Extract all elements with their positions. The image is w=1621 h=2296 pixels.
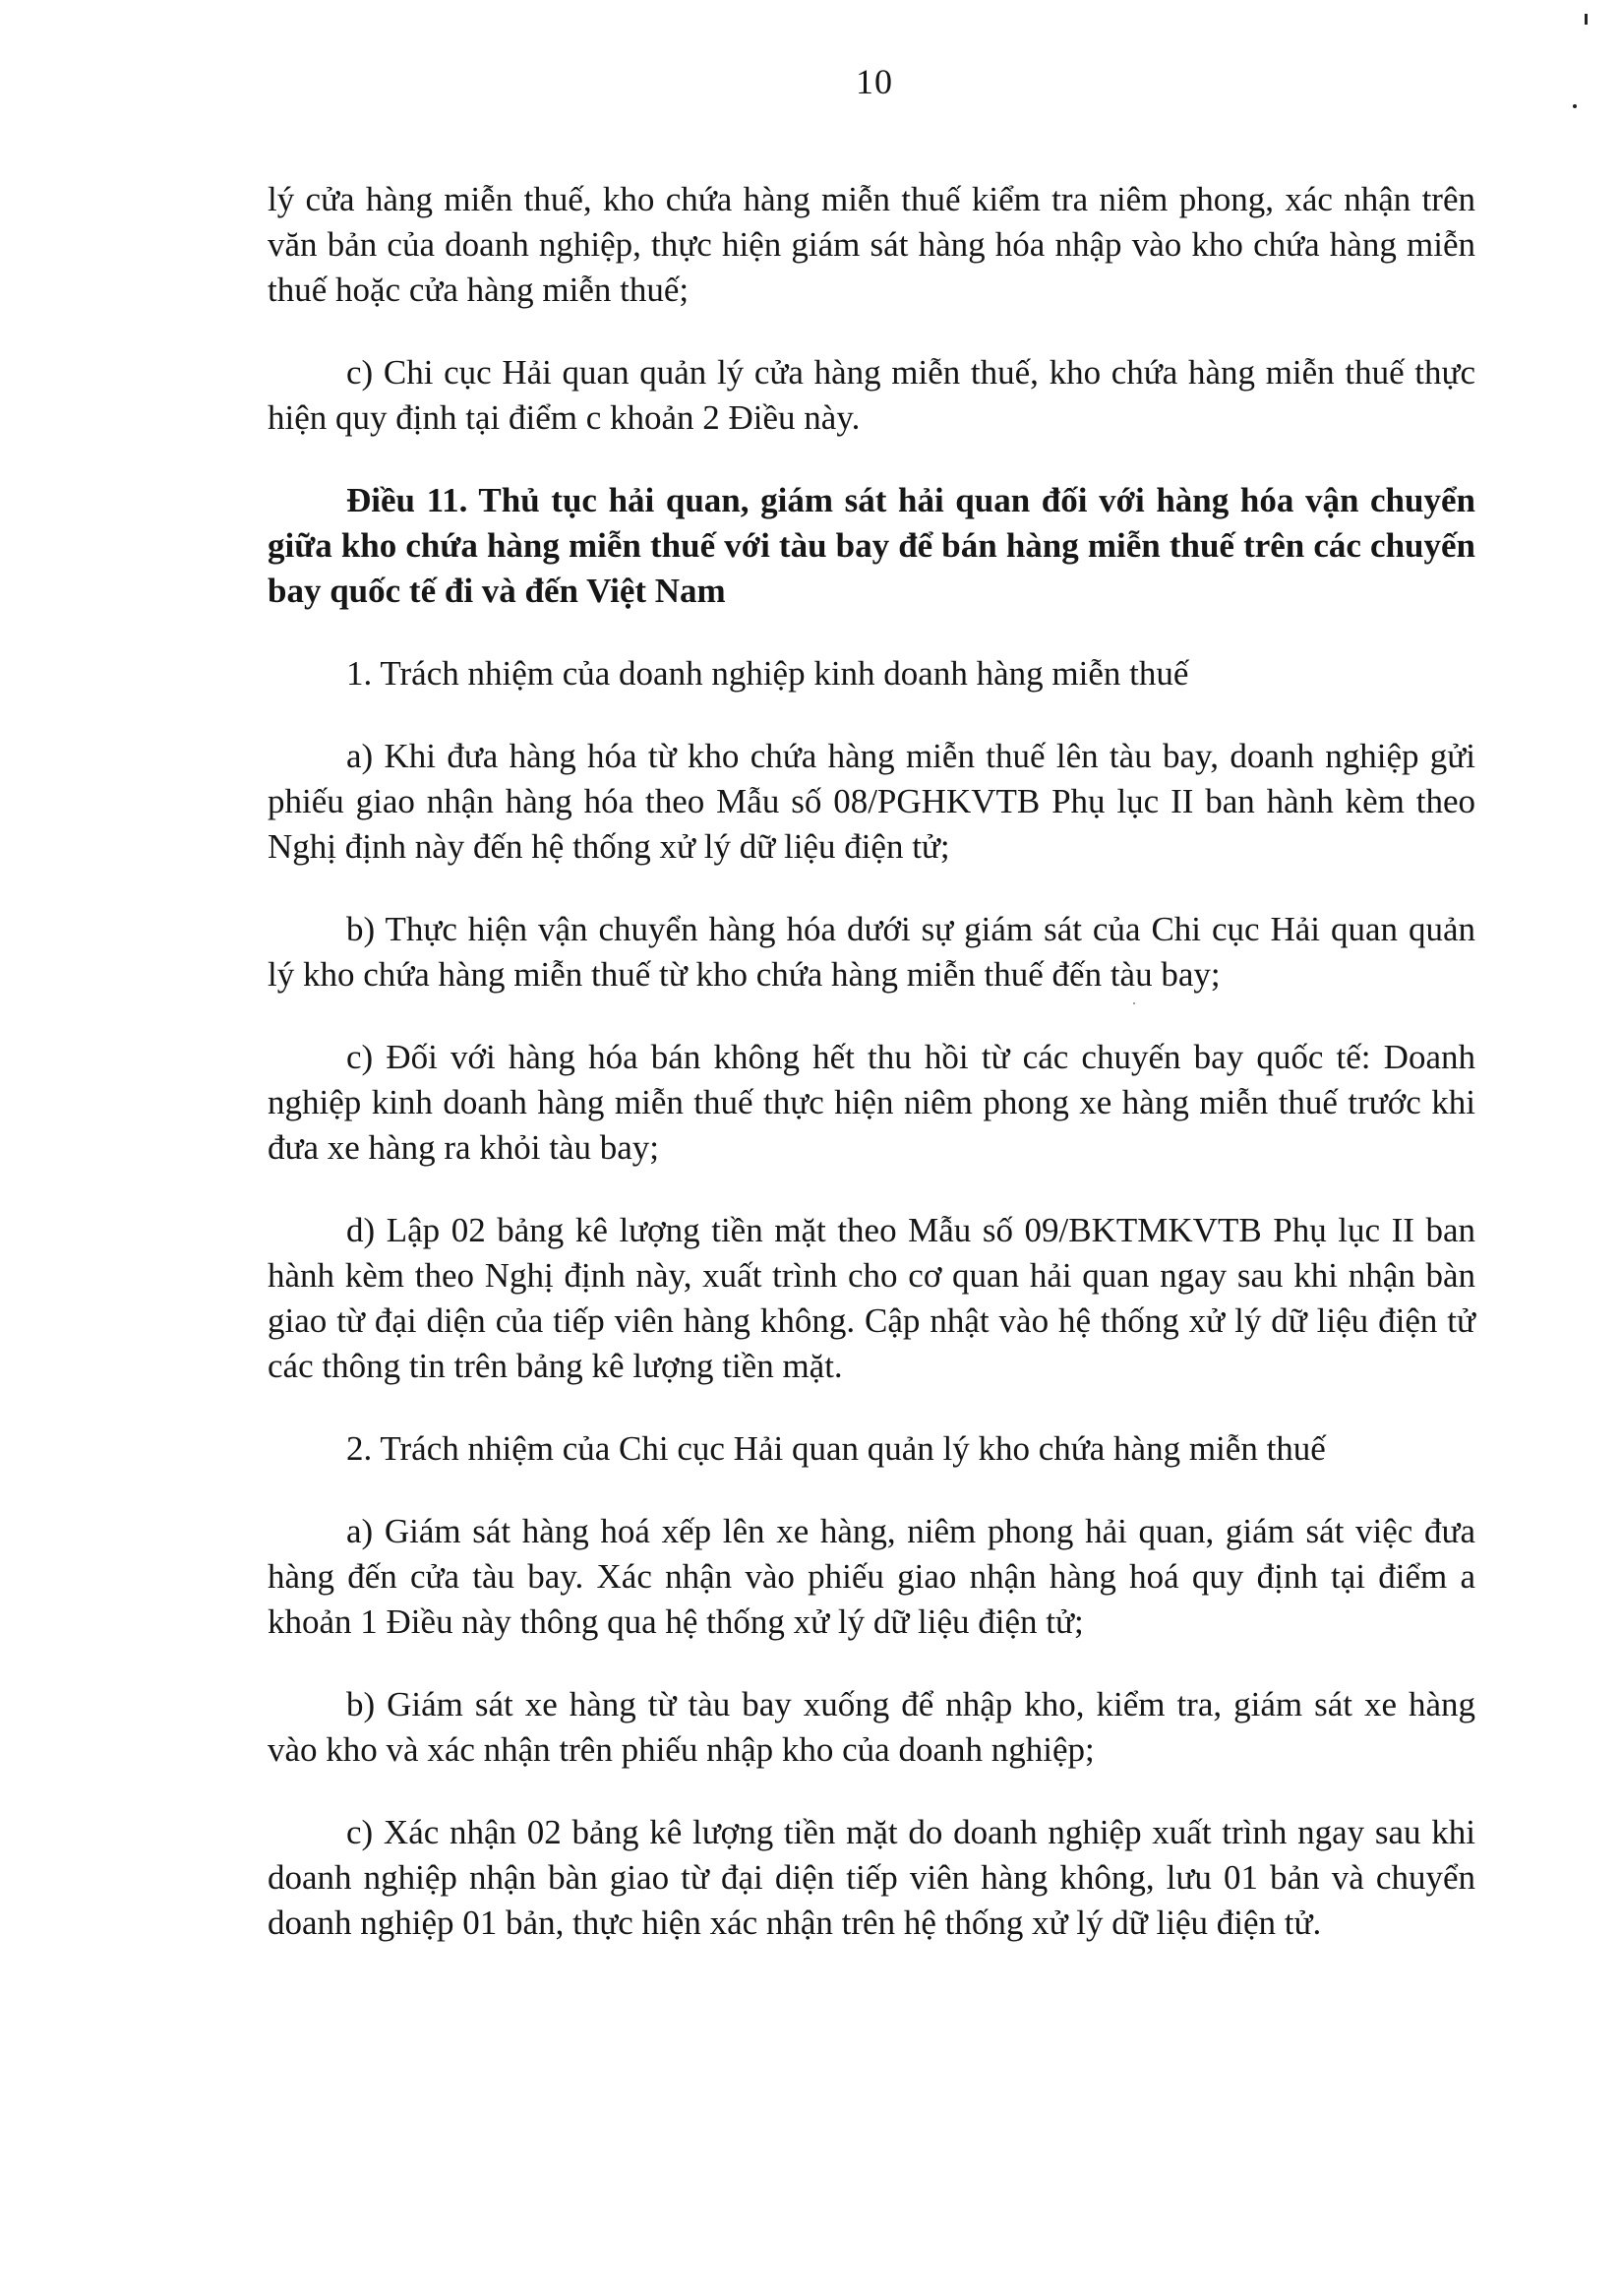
paragraph-clause-c: c) Chi cục Hải quan quản lý cửa hàng miễn thuế, kho chứa hàng miễn thuế thực hiện quy định tại điểm c khoản 2 Điều này. bbox=[268, 353, 1475, 437]
article-11-heading: Điều 11. Thủ tục hải quan, giám sát hải quan đối với hàng hóa vận chuyển giữa kho chứa hàng miễn thuế với tàu bay để bán hàng miễn thuế trên các chuyến bay quốc tế đi và đến Việt Nam bbox=[268, 481, 1475, 610]
paragraph-1b: b) Thực hiện vận chuyển hàng hóa dưới sự giám sát của Chi cục Hải quan quản lý kho chứa hàng miễn thuế từ kho chứa hàng miễn thuế đến tàu bay; bbox=[268, 910, 1475, 994]
section-2-heading: 2. Trách nhiệm của Chi cục Hải quan quản lý kho chứa hàng miễn thuế bbox=[346, 1429, 1326, 1468]
paragraph-2b: b) Giám sát xe hàng từ tàu bay xuống để nhập kho, kiểm tra, giám sát xe hàng vào kho và xác nhận trên phiếu nhập kho của doanh nghiệp; bbox=[268, 1685, 1475, 1769]
page-number: 10 bbox=[856, 62, 893, 101]
scan-artifact-dot bbox=[1573, 104, 1577, 108]
section-1-heading: 1. Trách nhiệm của doanh nghiệp kinh doanh hàng miễn thuế bbox=[346, 654, 1189, 693]
document-body bbox=[268, 177, 1475, 1946]
paragraph-1d: d) Lập 02 bảng kê lượng tiền mặt theo Mẫu số 09/BKTMKVTB Phụ lục II ban hành kèm theo Nghị định này, xuất trình cho cơ quan hải quan ngay sau khi nhận bàn giao từ đại diện của tiếp viên hàng không. Cập nhật vào hệ thống xử lý dữ liệu điện tử các thông tin trên bảng kê lượng tiền mặt. bbox=[268, 1211, 1475, 1385]
paragraph-1a: a) Khi đưa hàng hóa từ kho chứa hàng miễn thuế lên tàu bay, doanh nghiệp gửi phiếu giao nhận hàng hóa theo Mẫu số 08/PGHKVTB Phụ lục II ban hành kèm theo Nghị định này đến hệ thống xử lý dữ liệu điện tử; bbox=[268, 737, 1475, 866]
paragraph-2a: a) Giám sát hàng hoá xếp lên xe hàng, niêm phong hải quan, giám sát việc đưa hàng đến cửa tàu bay. Xác nhận vào phiếu giao nhận hàng hoá quy định tại điểm a khoản 1 Điều này thông qua hệ thống xử lý dữ liệu điện tử; bbox=[268, 1512, 1475, 1641]
paragraph-continuation: lý cửa hàng miễn thuế, kho chứa hàng miễn thuế kiểm tra niêm phong, xác nhận trên văn bản của doanh nghiệp, thực hiện giám sát hàng hóa nhập vào kho chứa hàng miễn thuế hoặc cửa hàng miễn thuế; bbox=[268, 180, 1475, 309]
paragraph-1c: c) Đối với hàng hóa bán không hết thu hồi từ các chuyến bay quốc tế: Doanh nghiệp kinh doanh hàng miễn thuế thực hiện niêm phong xe hàng miễn thuế trước khi đưa xe hàng ra khỏi tàu bay; bbox=[268, 1038, 1475, 1167]
scan-artifact-mark bbox=[1585, 14, 1588, 25]
paragraph-2c: c) Xác nhận 02 bảng kê lượng tiền mặt do doanh nghiệp xuất trình ngay sau khi doanh nghiệp nhận bàn giao từ đại diện tiếp viên hàng không, lưu 01 bản và chuyển doanh nghiệp 01 bản, thực hiện xác nhận trên hệ thống xử lý dữ liệu điện tử. bbox=[268, 1813, 1475, 1942]
